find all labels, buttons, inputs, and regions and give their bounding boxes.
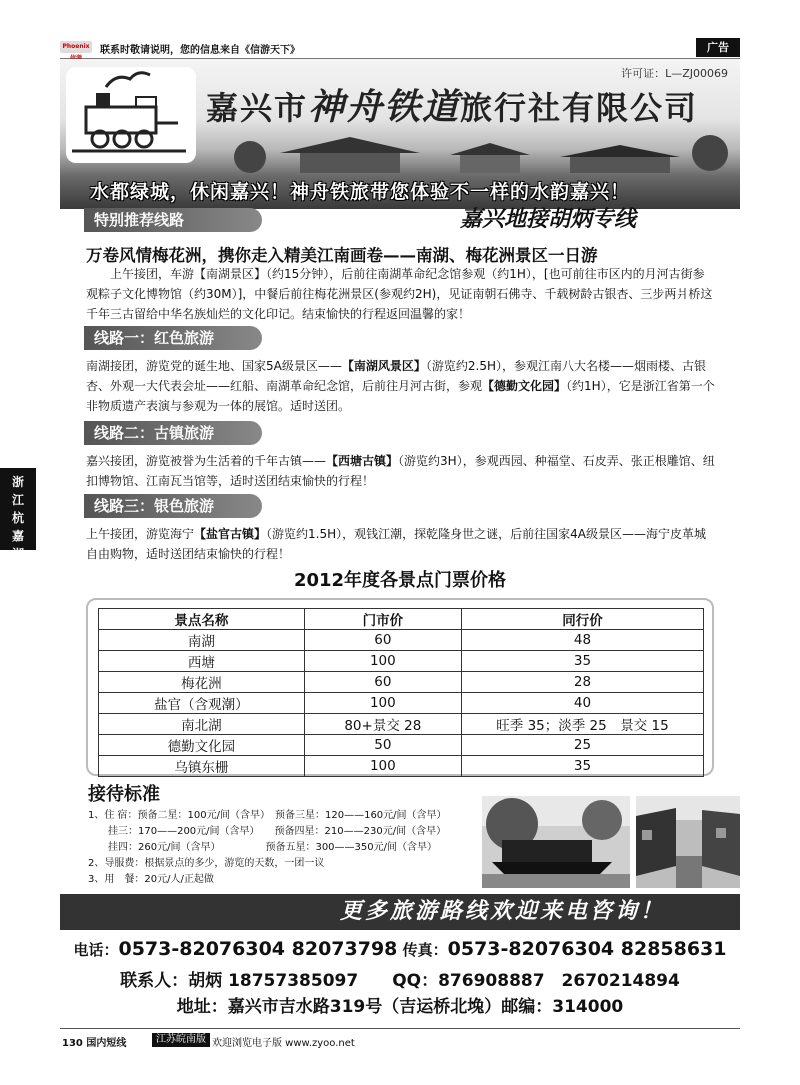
- ticket-table-box: [86, 598, 714, 776]
- company-name-right: 旅行社有限公司: [460, 89, 699, 127]
- contact-person-line: 联系人：胡炳 18757385097 QQ：876908887 2670214894: [120, 971, 680, 991]
- reception-line: 挂三：170——200元/间（含早） 预备四星：210——230元/间（含早）: [88, 826, 447, 837]
- route3-text: 上午接团，游览海宁【盐官古镇】（游览约1.5H），观钱江潮，探乾隆身世之谜，后前往国家4A级景区——海宁皮革城自由购物，适时送团结束愉快的行程！: [86, 527, 706, 561]
- company-name: [206, 79, 698, 130]
- footer-divider: [60, 1028, 740, 1029]
- table-row: 南湖 60 48: [99, 630, 704, 651]
- water-town-photo: [636, 796, 740, 888]
- edition-label: 江苏皖南版: [152, 1033, 210, 1047]
- fax-label: 传真：: [397, 941, 448, 959]
- reception-title: 接待标准: [88, 784, 160, 805]
- publication-logo: Phoenix: [60, 41, 92, 53]
- steam-train-icon: [66, 67, 196, 163]
- col-header-site: 景点名称: [99, 609, 305, 630]
- special-route-title: 万卷风情梅花洲，携你走入精美江南画卷——南湖、梅花洲景区一日游: [86, 246, 598, 265]
- table-header-row: [99, 609, 704, 630]
- region-side-tab: 浙江杭嘉湖: [0, 468, 36, 550]
- edition-url[interactable]: 欢迎浏览电子版 www.zyoo.net: [212, 1038, 355, 1049]
- table-row: 西塘 100 35: [99, 651, 704, 672]
- special-route-tag: 特别推荐线路: [84, 208, 262, 232]
- call-to-action-bar: 更多旅游路线欢迎来电咨询！: [60, 894, 740, 930]
- train-logo: [66, 67, 196, 163]
- route2-highlight-xitang: 【西塘古镇】: [326, 454, 399, 468]
- license-number: 许可证：L—ZJ00069: [621, 67, 728, 80]
- route1-highlight-nanhu: 【南湖风景区】: [341, 359, 426, 373]
- reception-line: 挂四：260元/间（含早） 预备五星：300——350元/间（含早）: [88, 842, 437, 853]
- company-name-brand: 神舟铁道: [308, 86, 461, 128]
- phone-fax-line: [0, 938, 800, 960]
- table-row: 南北湖 80+景交 28 旺季 35；淡季 25 景交 15: [99, 714, 704, 735]
- table-row: 盐官（含观潮） 100 40: [99, 693, 704, 714]
- table-row: 德勤文化园 50 25: [99, 735, 704, 756]
- route3-highlight-yanguan: 【盐官古镇】: [194, 527, 267, 541]
- temple-scenery-image: [220, 131, 740, 175]
- fax-numbers: 0573-82076304 82858631: [447, 938, 727, 960]
- slogan: 水都绿城，休闲嘉兴！神舟铁旅带您体验不一样的水韵嘉兴！: [90, 181, 631, 203]
- route1-tag: 线路一：红色旅游: [84, 326, 262, 350]
- reception-line: 3、用 餐：20元/人/正起做: [88, 874, 214, 885]
- ad-label: 广告: [696, 38, 740, 57]
- reception-line: 2、导服费：根据景点的多少，游览的天数，一团一议: [88, 858, 325, 869]
- guide-line-subhead: 嘉兴地接胡炳专线: [460, 207, 637, 232]
- table-row: 乌镇东栅 100 35: [99, 756, 704, 777]
- col-header-trade: 同行价: [461, 609, 703, 630]
- company-name-left: 嘉兴市: [206, 89, 309, 127]
- col-header-retail: 门市价: [304, 609, 461, 630]
- phone-numbers[interactable]: 0573-82076304 82073798: [118, 938, 398, 960]
- special-route-text: 上午接团，车游【南湖景区】（约15分钟），后前往南湖革命纪念馆参观（约1H），[也可前往市区内的月河古街参观粽子文化博物馆（约30M）]，中餐后前往梅花洲景区(参观约2H)，见证南朝石佛寺、千载树龄古银杏、三步两爿桥这千年三古留给中华名族灿烂的文化印记。结束愉快的行程返回温馨的家！: [86, 267, 713, 321]
- top-strip: [60, 37, 740, 59]
- route1-text: 南湖接团，游览党的诞生地、国家5A级景区——【南湖风景区】（游览约2.5H），参观江南八大名楼——烟雨楼、古银杏、外观一大代表会址——红船、南湖革命纪念馆，后前往月河古街，参观【德勤文化园】（约1H），它是浙江省第一个非物质遗产表演与参观为一体的展馆。适时送团。: [86, 359, 715, 413]
- page-number: 130 国内短线: [62, 1038, 127, 1049]
- route2-text: 嘉兴接团，游览被誉为生活着的千年古镇——【西塘古镇】（游览约3H），参观西园、种福堂、石皮弄、张正根雕馆、纽扣博物馆、江南瓦当馆等，适时送团结束愉快的行程！: [86, 454, 715, 488]
- table-row: 梅花洲 60 28: [99, 672, 704, 693]
- route2-tag: 线路二：古镇旅游: [84, 421, 262, 445]
- phone-label: 电话：: [73, 941, 119, 959]
- reception-line: 1、住 宿：预备二星：100元/间（含早） 预备三星：120——160元/间（含早）: [88, 810, 447, 821]
- reception-list: [88, 808, 488, 888]
- red-boat-photo: [482, 796, 630, 888]
- ticket-price-table: [98, 608, 704, 777]
- route1-highlight-deqin: 【德勤文化园】: [482, 379, 567, 393]
- address-line: 地址：嘉兴市吉水路319号（吉运桥北堍）邮编：314000: [176, 997, 624, 1017]
- contact-note: 联系时敬请说明，您的信息来自《信游天下》: [100, 45, 300, 56]
- route3-tag: 线路三：银色旅游: [84, 494, 262, 518]
- header-banner: [60, 59, 740, 209]
- ticket-table-title: 2012年度各景点门票价格: [293, 570, 507, 591]
